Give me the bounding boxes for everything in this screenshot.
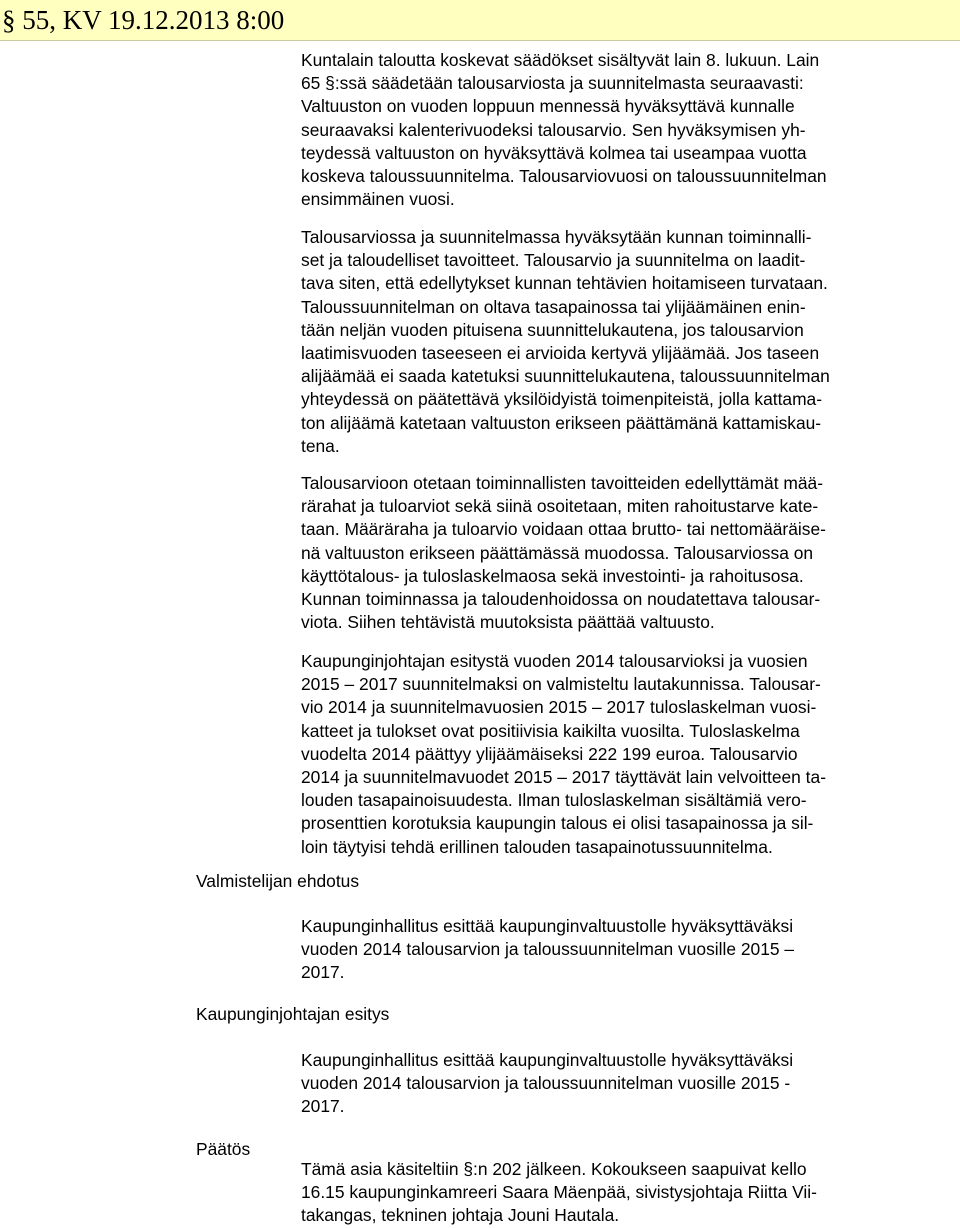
- text-line: Taloussuunnitelman on oltava tasapainossa tai ylijäämäinen enin-: [301, 296, 806, 317]
- text-line: set ja taloudelliset tavoitteet. Talousarvio ja suunnitelma on laadit-: [301, 250, 806, 271]
- text-line: vuoden 2014 talousarvion ja taloussuunnitelman vuosille 2015 –: [301, 939, 795, 960]
- text-line: 2014 ja suunnitelmavuodet 2015 – 2017 täyttävät lain velvoitteen ta-: [301, 767, 826, 788]
- text-line: alijäämää ei saada katetuksi suunnittelukautena, taloussuunnitelman: [301, 366, 830, 387]
- text-line: käyttötalous- ja tuloslaskelmaosa sekä investointi- ja rahoitusosa.: [301, 565, 804, 586]
- text-line: laatimisvuoden taseeseen ei arvioida kertyvä ylijäämää. Jos taseen: [301, 343, 820, 364]
- text-line: koskeva taloussuunnitelma. Talousarviovuosi on taloussuunnitelman: [301, 166, 827, 187]
- text-line: tään neljän vuoden pituisena suunnittelukautena, jos talousarvion: [301, 319, 804, 340]
- text-line: taan. Määräraha ja tuloarvio voidaan ottaa brutto- tai nettomääräise-: [301, 519, 826, 540]
- paragraph-budget-law: [301, 49, 901, 211]
- label-mayor-proposal: Kaupunginjohtajan esitys: [196, 1004, 390, 1024]
- text-line: Talousarviossa ja suunnitelmassa hyväksytään kunnan toiminnalli-: [301, 227, 812, 247]
- label-preparer-proposal: Valmistelijan ehdotus: [196, 871, 360, 891]
- label-decision: Päätös: [196, 1139, 251, 1159]
- text-line: Kaupunginhallitus esittää kaupunginvaltuustolle hyväksyttäväksi: [301, 916, 794, 936]
- text-line: tava siten, että edellytykset kunnan tehtävien hoitamiseen turvataan.: [301, 273, 828, 294]
- text-line: 2017.: [301, 1096, 345, 1117]
- text-line: Kuntalain taloutta koskevat säädökset sisältyvät lain 8. lukuun. Lain: [301, 50, 820, 70]
- text-line: 2017.: [301, 962, 345, 983]
- text-line: Kaupunginjohtajan esitystä vuoden 2014 talousarvioksi ja vuosien: [301, 651, 808, 671]
- text-line: teydessä valtuuston on hyväksyttävä kolmea tai useampaa vuotta: [301, 142, 807, 163]
- paragraph-budget-goals: [301, 226, 901, 458]
- paragraph-mayor-proposal: [301, 1049, 901, 1119]
- text-line: louden tasapainoisuudesta. Ilman tuloslaskelman sisältämiä vero-: [301, 790, 807, 811]
- text-line: ton alijäämä katetaan valtuuston erikseen päättämänä kattamiskau-: [301, 412, 822, 433]
- text-line: 65 §:ssä säädetään talousarviosta ja suunnitelmasta seuraavasti:: [301, 73, 804, 94]
- text-line: nä valtuuston erikseen päättämässä muodossa. Talousarviossa on: [301, 542, 814, 563]
- text-line: Kunnan toiminnassa ja taloudenhoidossa on noudatettava talousar-: [301, 589, 821, 610]
- paragraph-appropriations: [301, 472, 901, 634]
- text-line: ensimmäinen vuosi.: [301, 189, 455, 210]
- text-line: vuoden 2014 talousarvion ja taloussuunnitelman vuosille 2015 -: [301, 1073, 791, 1094]
- section-header-title: § 55, KV 19.12.2013 8:00: [2, 5, 285, 35]
- text-line: yhteydessä on päätettävä yksilöidyistä toimenpiteistä, jolla kattama-: [301, 389, 823, 410]
- text-line: Kaupunginhallitus esittää kaupunginvaltuustolle hyväksyttäväksi: [301, 1050, 794, 1070]
- text-line: 2015 – 2017 suunnitelmaksi on valmisteltu lautakunnissa. Talousar-: [301, 674, 821, 695]
- text-line: seuraavaksi kalenterivuodeksi talousarvio. Sen hyväksymisen yh-: [301, 119, 806, 140]
- text-line: vio 2014 ja suunnitelmavuosien 2015 – 2017 tuloslaskelman vuosi-: [301, 697, 817, 718]
- paragraph-decision: [301, 1158, 901, 1228]
- paragraph-preparer-proposal: [301, 915, 901, 985]
- text-line: prosenttien korotuksia kaupungin talous ei olisi tasapainossa ja sil-: [301, 813, 814, 834]
- text-line: Tämä asia käsiteltiin §:n 202 jälkeen. Kokoukseen saapuivat kello: [301, 1159, 807, 1179]
- text-line: viota. Siihen tehtävistä muutoksista päättää valtuusto.: [301, 612, 715, 633]
- text-line: vuodelta 2014 päättyy ylijäämäiseksi 222 199 euroa. Talousarvio: [301, 743, 798, 764]
- text-line: 16.15 kaupunginkamreeri Saara Mäenpää, sivistysjohtaja Riitta Vii-: [301, 1182, 817, 1203]
- text-line: katteet ja tulokset ovat positiivisia kaikilta vuosilta. Tuloslaskelma: [301, 720, 800, 741]
- paragraph-mayor-preparation: [301, 650, 901, 859]
- text-line: takangas, tekninen johtaja Jouni Hautala.: [301, 1205, 620, 1226]
- text-line: Valtuuston on vuoden loppuun mennessä hyväksyttävä kunnalle: [301, 96, 795, 117]
- text-line: tena.: [301, 435, 340, 456]
- text-line: rärahat ja tuloarviot sekä siinä osoitetaan, miten rahoitustarve kate-: [301, 496, 819, 517]
- text-line: Talousarvioon otetaan toiminnallisten tavoitteiden edellyttämät mää-: [301, 473, 824, 493]
- text-line: loin täytyisi tehdä erillinen talouden tasapainotussuunnitelma.: [301, 836, 773, 857]
- section-header-bar: [0, 0, 960, 41]
